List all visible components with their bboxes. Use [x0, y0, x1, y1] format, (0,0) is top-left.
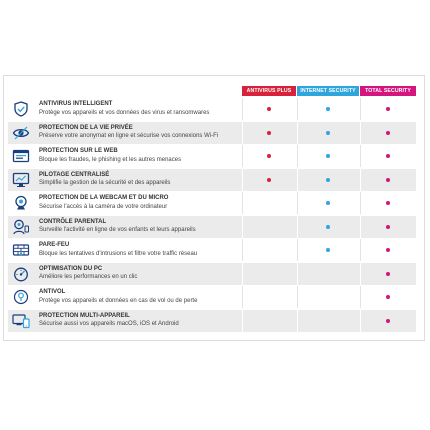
feature-title: PROTECTION SUR LE WEB: [39, 148, 118, 154]
feature-title: CONTRÔLE PARENTAL: [39, 218, 107, 225]
column-divider: [360, 169, 361, 191]
feature-description: Bloque les fraudes, le phishing et les autres menaces: [39, 156, 182, 163]
included-dot-total: [386, 131, 390, 135]
included-dot-total: [386, 201, 390, 205]
column-divider: [242, 239, 243, 261]
column-divider: [242, 263, 243, 285]
multi-device-icon: [12, 313, 30, 329]
webcam-icon: [12, 195, 30, 211]
included-dot-total: [386, 248, 390, 252]
column-divider: [242, 286, 243, 308]
feature-title: PILOTAGE CENTRALISÉ: [39, 171, 110, 178]
feature-title: PROTECTION DE LA VIE PRIVÉE: [39, 124, 133, 131]
column-divider: [242, 169, 243, 191]
feature-title: ANTIVOL: [39, 289, 66, 295]
shield-check-icon: [12, 101, 30, 117]
included-dot-antivirus: [267, 178, 271, 182]
column-divider: [360, 310, 361, 332]
feature-description: Sécurise aussi vos appareils macOS, iOS et Android: [39, 321, 179, 327]
feature-description: Protège vos appareils et données en cas de vol ou de perte: [39, 297, 198, 304]
feature-description: Simplifie la gestion de la sécurité et des appareils: [39, 180, 171, 186]
feature-row: [8, 239, 416, 261]
feature-description: Préserve votre anonymat en ligne et sécurise vos connexions Wi-Fi: [39, 133, 219, 139]
included-dot-internet: [326, 131, 330, 135]
included-dot-internet: [326, 225, 330, 229]
feature-row: [8, 286, 416, 308]
feature-description: Améliore les performances en un clic: [39, 274, 138, 280]
speedometer-icon: [12, 266, 30, 282]
firewall-icon: [12, 242, 30, 258]
included-dot-antivirus: [267, 107, 271, 111]
column-divider: [242, 98, 243, 120]
column-divider: [297, 98, 298, 120]
feature-row: [8, 216, 416, 238]
column-divider: [242, 122, 243, 144]
column-divider: [360, 192, 361, 214]
eye-privacy-icon: [12, 125, 30, 141]
column-divider: [297, 286, 298, 308]
included-dot-total: [386, 319, 390, 323]
feature-row: [8, 192, 416, 214]
column-divider: [360, 122, 361, 144]
included-dot-internet: [326, 154, 330, 158]
column-divider: [360, 216, 361, 238]
antitheft-icon: [12, 289, 30, 305]
column-divider: [242, 216, 243, 238]
feature-row: [8, 169, 416, 191]
column-divider: [242, 192, 243, 214]
included-dot-internet: [326, 248, 330, 252]
column-divider: [360, 239, 361, 261]
column-divider: [297, 216, 298, 238]
column-header-total-security: TOTAL SECURITY: [360, 86, 416, 96]
monitor-control-icon: [12, 172, 30, 188]
feature-description: Protège vos appareils et vos données des virus et ransomwares: [39, 109, 210, 116]
column-divider: [360, 145, 361, 167]
column-divider: [360, 263, 361, 285]
feature-title: PROTECTION DE LA WEBCAM ET DU MICRO: [39, 195, 169, 201]
included-dot-internet: [326, 178, 330, 182]
column-divider: [360, 98, 361, 120]
included-dot-total: [386, 154, 390, 158]
included-dot-total: [386, 272, 390, 276]
column-divider: [297, 122, 298, 144]
feature-title: ANTIVIRUS INTELLIGENT: [39, 101, 113, 107]
column-divider: [297, 239, 298, 261]
feature-title: OPTIMISATION DU PC: [39, 265, 103, 272]
feature-row: [8, 98, 416, 120]
included-dot-total: [386, 178, 390, 182]
feature-title: PROTECTION MULTI-APPAREIL: [39, 312, 130, 319]
column-divider: [360, 286, 361, 308]
column-divider: [297, 169, 298, 191]
included-dot-total: [386, 295, 390, 299]
included-dot-antivirus: [267, 131, 271, 135]
column-header-antivirus-plus: ANTIVIRUS PLUS: [242, 86, 296, 96]
feature-description: Surveille l'activité en ligne de vos enfants et leurs appareils: [39, 227, 196, 233]
included-dot-total: [386, 225, 390, 229]
column-divider: [297, 310, 298, 332]
feature-row: [8, 263, 416, 285]
column-divider: [242, 310, 243, 332]
included-dot-total: [386, 107, 390, 111]
column-divider: [242, 145, 243, 167]
web-browser-icon: [12, 148, 30, 164]
column-header-internet-security: INTERNET SECURITY: [297, 86, 359, 96]
included-dot-internet: [326, 107, 330, 111]
feature-description: Bloque les tentatives d'intrusions et filtre votre traffic réseau: [39, 250, 198, 257]
feature-row: [8, 310, 416, 332]
column-divider: [297, 263, 298, 285]
parental-control-icon: [12, 219, 30, 235]
feature-row: [8, 122, 416, 144]
feature-description: Sécurise l'accès à la caméra de votre ordinateur: [39, 203, 168, 210]
column-divider: [297, 145, 298, 167]
feature-row: [8, 145, 416, 167]
column-divider: [297, 192, 298, 214]
included-dot-antivirus: [267, 154, 271, 158]
included-dot-internet: [326, 201, 330, 205]
feature-title: PARE-FEU: [39, 242, 70, 248]
